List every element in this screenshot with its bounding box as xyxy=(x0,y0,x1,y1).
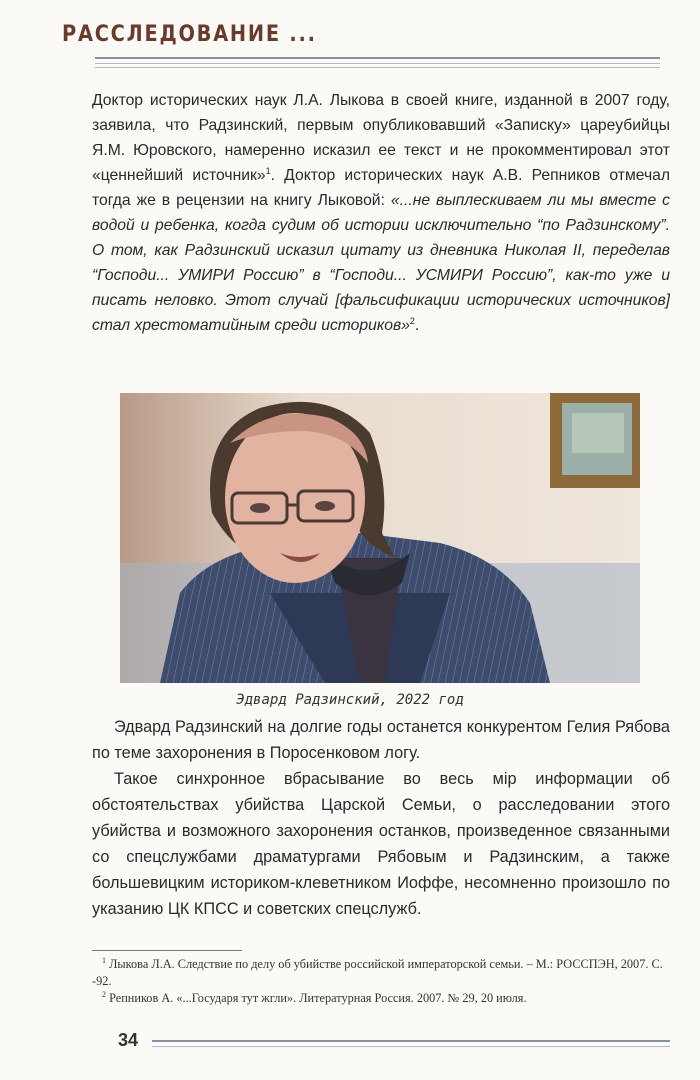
footer-rule xyxy=(152,1040,670,1042)
paragraph-3: Такое синхронное вбрасывание во весь мiр информации об обстоятельствах убийства Царской Семьи, о расследовании этого убийства и возможного захоронения останков, произведенное связанными со спецслужбами драматургами Рябовым и Радзинским, а также большевицким историком-клеветником Иоффе, несомненно произошло по указанию ЦК КПСС и советских спецслужб. xyxy=(92,770,670,918)
footnote-number: 2 xyxy=(102,989,106,999)
paragraph-text: . xyxy=(414,317,420,334)
quote: «...не выплескиваем ли мы вместе с водой и ребенка, когда судим об истории исключительно “по Радзинскому”. О том, как Радзинский исказил цитату из дневника Николая II, переделав “Господи... УМИРИ Россию” в “Господи... УСМИРИ Россию”, как-то уже и писать неловко. Этот случай [фальсификации исторических источников] стал хрестоматийным среди историков» xyxy=(92,192,670,334)
footnote-text: Репников А. «...Государя тут жгли». Литературная Россия. 2007. № 29, 20 июля. xyxy=(106,991,527,1005)
footnote-2 xyxy=(92,990,670,1007)
paragraph-1 xyxy=(92,88,670,338)
paragraph-text: Доктор исторических наук Л.А. Лыкова в своей книге, изданной в 2007 году, заявила, что Радзинский, первым опубликовавший «Записку» цареубийцы Я.М. Юровского, намеренно исказил ее текст и не прокомментировал этот «ценнейший источник» xyxy=(92,92,670,184)
footnote-1 xyxy=(92,956,670,990)
photo-caption: Эдвард Радзинский, 2022 год xyxy=(236,692,464,708)
footnote-ref[interactable]: 1 xyxy=(265,165,271,176)
footnotes xyxy=(92,956,670,1007)
section-title: РАССЛЕДОВАНИЕ ... xyxy=(62,22,317,47)
footnote-ref[interactable]: 2 xyxy=(409,315,415,326)
footnote-number: 1 xyxy=(102,955,106,965)
portrait-illustration xyxy=(120,393,640,683)
paragraph-2: Эдвард Радзинский на долгие годы останется конкурентом Гелия Рябова по теме захоронения в Поросенковом логу. xyxy=(92,718,670,762)
footnote-divider xyxy=(92,950,242,951)
header-rule xyxy=(95,63,660,64)
portrait-photo xyxy=(120,393,640,683)
footer-rule xyxy=(152,1046,670,1047)
header-rule xyxy=(95,67,660,68)
footnote-text: Лыкова Л.А. Следствие по делу об убийстве российской императорской семьи. – М.: РОССПЭН, 2007. С. -92. xyxy=(92,957,663,988)
paragraph-text: . Доктор исторических наук А.В. Репников отмечал тогда же в рецензии на книгу Лыковой: xyxy=(92,167,670,209)
page-number: 34 xyxy=(118,1030,139,1050)
header-rule xyxy=(95,57,660,59)
